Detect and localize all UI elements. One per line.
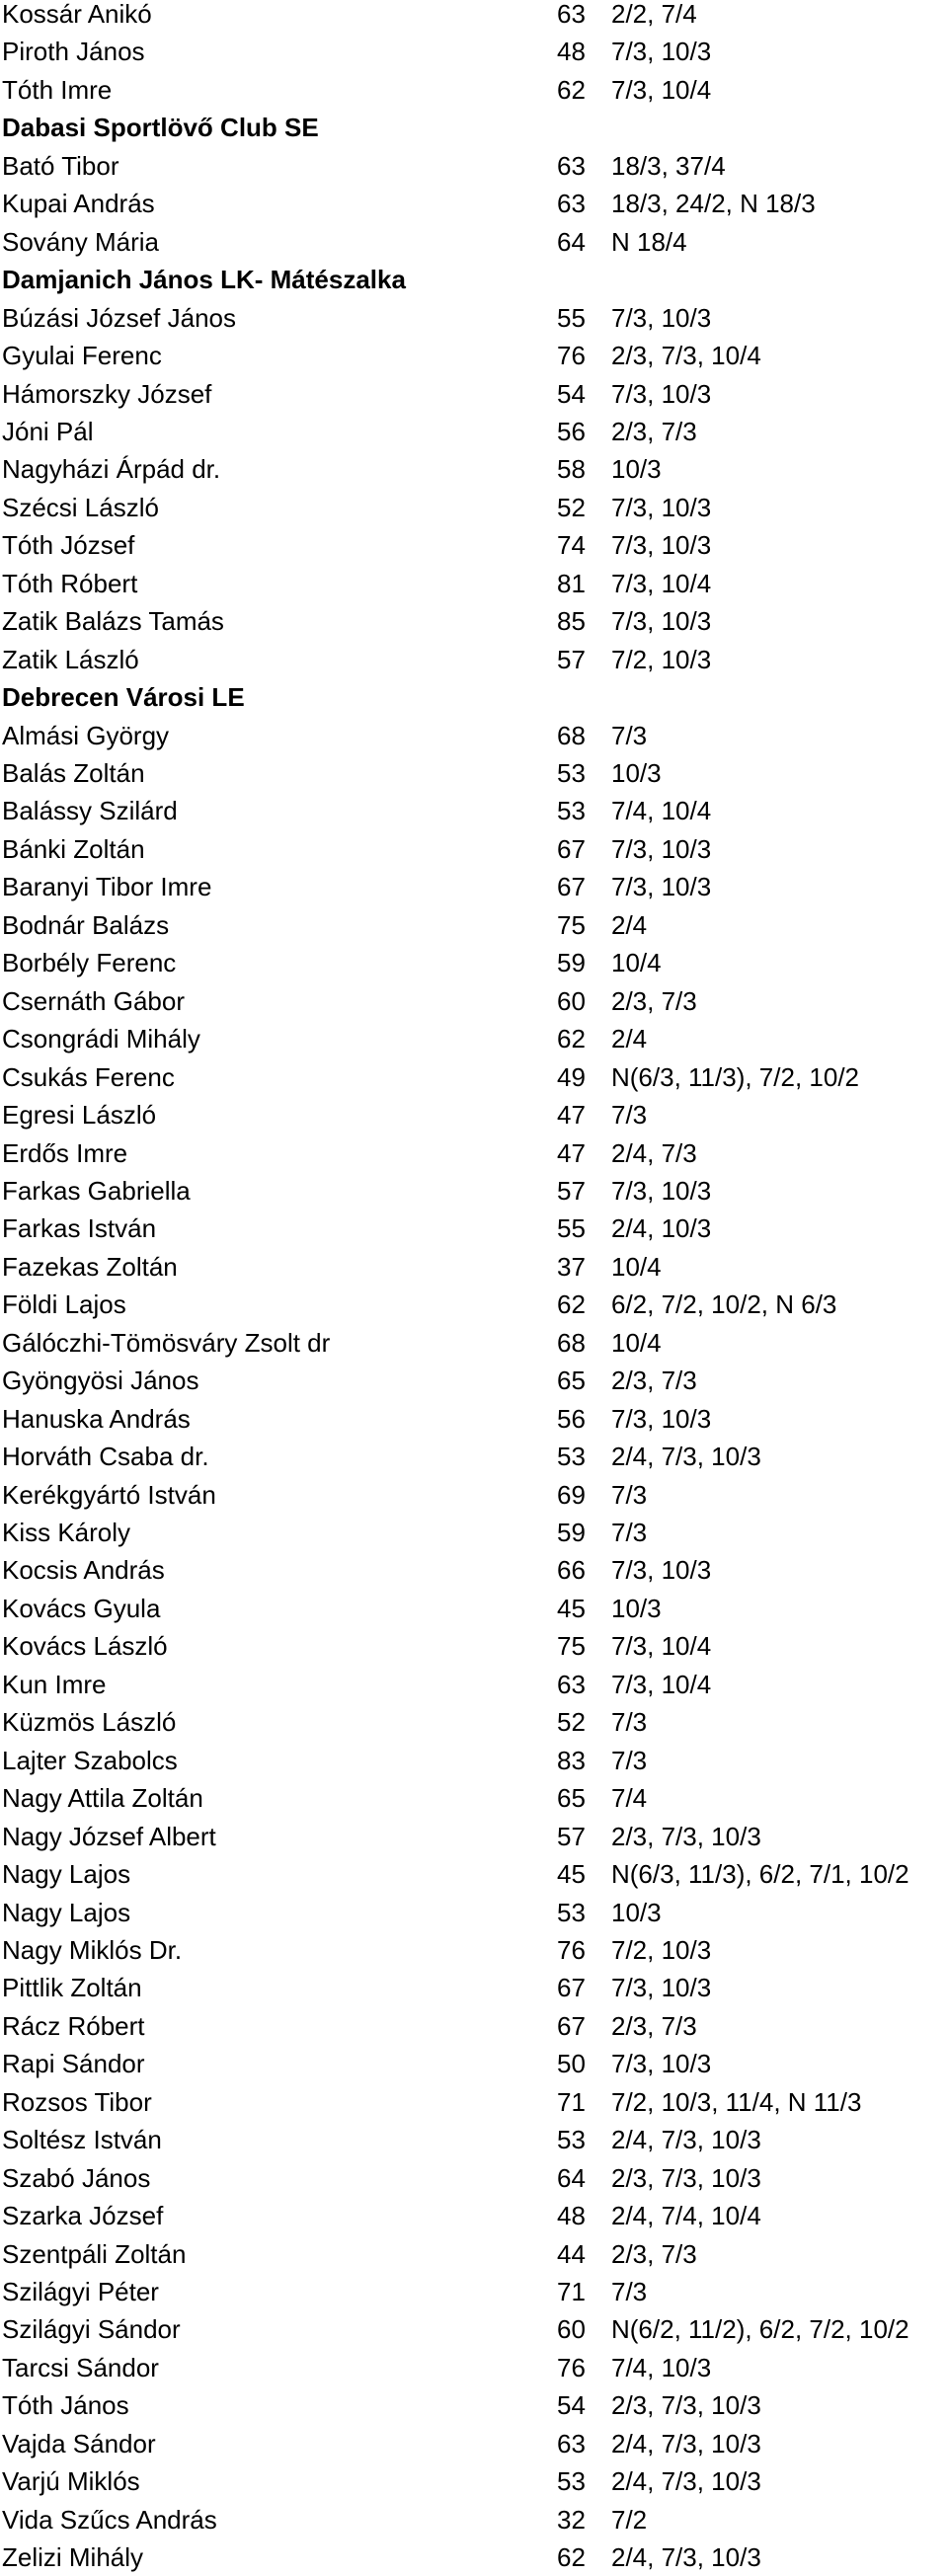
competitor-name: Tóth Róbert [2, 568, 138, 598]
competitor-row [0, 1551, 948, 1589]
competitor-name: Küzmös László [2, 1707, 177, 1738]
competitor-age: 59 [557, 948, 586, 978]
competitor-results: 10/3 [611, 454, 662, 485]
competitor-name: Nagy Miklós Dr. [2, 1934, 183, 1965]
competitor-row [0, 1742, 948, 1779]
competitor-age: 48 [557, 37, 586, 67]
competitor-row [0, 2386, 948, 2424]
competitor-row [0, 1818, 948, 1855]
competitor-age: 74 [557, 530, 586, 561]
competitor-results: 10/4 [611, 948, 662, 978]
competitor-age: 52 [557, 1707, 586, 1738]
competitor-results: 2/3, 7/3, 10/3 [611, 2162, 761, 2193]
competitor-name: Szilágyi Sándor [2, 2314, 181, 2345]
competitor-results: 2/3, 7/3 [611, 1366, 697, 1396]
competitor-results: 2/3, 7/3 [611, 416, 697, 446]
competitor-name: Kovács Gyula [2, 1593, 161, 1623]
competitor-age: 75 [557, 1631, 586, 1662]
competitor-name: Nagyházi Árpád dr. [2, 454, 221, 485]
competitor-age: 67 [557, 2010, 586, 2041]
competitor-name: Szécsi László [2, 492, 159, 522]
competitor-row [0, 792, 948, 829]
competitor-row [0, 565, 948, 602]
competitor-results: 2/4, 7/3, 10/3 [611, 1442, 761, 1472]
competitor-name: Farkas István [2, 1213, 157, 1244]
competitor-name: Szarka József [2, 2201, 164, 2231]
competitor-results: 2/3, 7/3, 10/4 [611, 341, 761, 371]
competitor-results: 7/2, 10/3, 11/4, N 11/3 [611, 2086, 862, 2117]
competitor-name: Pittlik Zoltán [2, 1973, 142, 2003]
competitor-row [0, 2083, 948, 2121]
competitor-row [0, 1400, 948, 1438]
competitor-results: 10/3 [611, 758, 662, 788]
competitor-row [0, 1324, 948, 1362]
competitor-name: Bánki Zoltán [2, 833, 145, 864]
competitor-row [0, 1514, 948, 1551]
competitor-name: Piroth János [2, 37, 145, 67]
competitor-results: 7/3 [611, 2277, 648, 2306]
competitor-name: Kiss Károly [2, 1518, 131, 1547]
competitor-row [0, 1438, 948, 1475]
competitor-age: 57 [557, 1175, 586, 1206]
competitor-results: 2/4, 7/3, 10/3 [611, 2125, 761, 2155]
competitor-name: Zatik László [2, 644, 139, 674]
competitor-row [0, 2121, 948, 2158]
competitor-name: Kun Imre [2, 1669, 107, 1699]
competitor-age: 65 [557, 1366, 586, 1396]
competitor-age: 57 [557, 1821, 586, 1851]
competitor-name: Rozsos Tibor [2, 2086, 152, 2117]
competitor-name: Szilágyi Péter [2, 2277, 159, 2306]
competitor-name: Almási György [2, 720, 170, 750]
competitor-age: 71 [557, 2086, 586, 2117]
competitor-age: 53 [557, 2125, 586, 2155]
competitor-age: 53 [557, 1442, 586, 1472]
competitor-age: 68 [557, 720, 586, 750]
competitor-results: 7/3, 10/4 [611, 568, 712, 598]
competitor-row [0, 2273, 948, 2310]
competitor-name: Rácz Róbert [2, 2010, 145, 2041]
competitor-row [0, 1020, 948, 1057]
competitor-age: 56 [557, 1403, 586, 1434]
competitor-name: Földi Lajos [2, 1289, 126, 1320]
competitor-name: Gyöngyösi János [2, 1366, 199, 1396]
competitor-age: 44 [557, 2238, 586, 2269]
competitor-age: 65 [557, 1783, 586, 1814]
competitor-row [0, 2007, 948, 2045]
competitor-age: 76 [557, 2352, 586, 2382]
competitor-age: 50 [557, 2049, 586, 2079]
competitor-name: Vajda Sándor [2, 2428, 156, 2459]
competitor-name: Kovács László [2, 1631, 168, 1662]
competitor-results: 7/3, 10/3 [611, 1403, 712, 1434]
competitor-row [0, 147, 948, 185]
competitor-name: Nagy József Albert [2, 1821, 216, 1851]
competitor-name: Bodnár Balázs [2, 909, 170, 940]
competitor-name: Baranyi Tibor Imre [2, 872, 212, 902]
competitor-age: 55 [557, 302, 586, 333]
competitor-results: 7/4, 10/3 [611, 2352, 712, 2382]
competitor-results: 7/3, 10/3 [611, 833, 712, 864]
competitor-row [0, 2235, 948, 2273]
competitor-results: 7/3 [611, 1745, 648, 1775]
competitor-age: 45 [557, 1593, 586, 1623]
competitor-age: 85 [557, 606, 586, 637]
competitor-name: Fazekas Zoltán [2, 1251, 178, 1282]
competitor-age: 75 [557, 909, 586, 940]
competitor-results: 2/4, 7/3 [611, 1137, 697, 1168]
competitor-age: 56 [557, 416, 586, 446]
competitor-age: 58 [557, 454, 586, 485]
competitor-row [0, 299, 948, 337]
competitor-age: 64 [557, 2162, 586, 2193]
competitor-name: Csukás Ferenc [2, 1061, 175, 1092]
competitor-row [0, 868, 948, 905]
competitor-row [0, 2425, 948, 2462]
competitor-row [0, 1058, 948, 1096]
competitor-row [0, 450, 948, 488]
competitor-row [0, 1666, 948, 1703]
competitor-results: 7/3, 10/3 [611, 2049, 712, 2079]
competitor-row [0, 0, 948, 33]
competitor-row [0, 489, 948, 526]
competitor-row [0, 2349, 948, 2386]
competitor-results: 7/3, 10/3 [611, 37, 712, 67]
competitor-name: Balás Zoltán [2, 758, 145, 788]
competitor-name: Nagy Attila Zoltán [2, 1783, 203, 1814]
competitor-name: Hámorszky József [2, 378, 212, 409]
competitor-row [0, 1779, 948, 1817]
competitor-row [0, 337, 948, 374]
competitor-name: Vida Szűcs András [2, 2504, 217, 2535]
competitor-name: Tóth János [2, 2390, 129, 2421]
competitor-age: 67 [557, 872, 586, 902]
competitor-results: 7/3, 10/4 [611, 74, 712, 105]
competitor-age: 57 [557, 644, 586, 674]
competitor-name: Egresi László [2, 1100, 157, 1131]
competitor-age: 53 [557, 2466, 586, 2497]
competitor-age: 32 [557, 2504, 586, 2535]
competitor-name: Bató Tibor [2, 150, 119, 181]
competitor-name: Farkas Gabriella [2, 1175, 191, 1206]
competitor-row [0, 602, 948, 640]
competitor-results: 2/3, 7/3, 10/3 [611, 2390, 761, 2421]
competitor-results: 10/4 [611, 1327, 662, 1358]
competitor-name: Csongrádi Mihály [2, 1024, 200, 1054]
competitor-results: 2/4, 10/3 [611, 1213, 712, 1244]
competitor-age: 55 [557, 1213, 586, 1244]
competitor-age: 37 [557, 1251, 586, 1282]
competitor-row [0, 906, 948, 944]
competitor-results: 2/4, 7/3, 10/3 [611, 2542, 761, 2573]
competitor-results: 7/3, 10/3 [611, 1175, 712, 1206]
competitor-results: N(6/2, 11/2), 6/2, 7/2, 10/2 [611, 2314, 909, 2345]
competitor-results: 7/3 [611, 1100, 648, 1131]
competitor-name: Nagy Lajos [2, 1897, 131, 1927]
competitor-row [0, 1931, 948, 1969]
competitor-row [0, 1703, 948, 1741]
competitor-age: 67 [557, 833, 586, 864]
competitor-row [0, 2197, 948, 2234]
competitor-age: 63 [557, 2428, 586, 2459]
competitor-row [0, 2045, 948, 2082]
competitor-age: 53 [557, 796, 586, 826]
competitor-name: Kerékgyártó István [2, 1479, 216, 1510]
competitor-age: 76 [557, 341, 586, 371]
competitor-name: Rapi Sándor [2, 2049, 145, 2079]
competitor-results: 2/4, 7/3, 10/3 [611, 2466, 761, 2497]
competitor-results: 2/3, 7/3 [611, 2010, 697, 2041]
competitor-name: Borbély Ferenc [2, 948, 177, 978]
competitor-name: Tarcsi Sándor [2, 2352, 159, 2382]
competitor-age: 67 [557, 1973, 586, 2003]
competitor-age: 59 [557, 1518, 586, 1547]
competitor-name: Balássy Szilárd [2, 796, 178, 826]
competitor-age: 48 [557, 2201, 586, 2231]
competitor-results: 7/3, 10/3 [611, 1973, 712, 2003]
competitor-name: Kossár Anikó [2, 0, 152, 29]
competitor-row [0, 1210, 948, 1247]
competitor-name: Kupai András [2, 189, 155, 219]
competitor-name: Zelizi Mihály [2, 2542, 144, 2573]
competitor-row [0, 1855, 948, 1893]
competitor-row [0, 1172, 948, 1210]
competitor-results: 7/3, 10/3 [611, 1555, 712, 1586]
competitor-name: Kocsis András [2, 1555, 165, 1586]
competitor-age: 62 [557, 1024, 586, 1054]
competitor-age: 54 [557, 2390, 586, 2421]
competitor-results: 7/3 [611, 720, 648, 750]
competitor-results: 7/2 [611, 2504, 648, 2535]
competitor-age: 60 [557, 985, 586, 1016]
competitor-results: 7/3 [611, 1518, 648, 1547]
competitor-results: 18/3, 37/4 [611, 150, 726, 181]
competitor-name: Zatik Balázs Tamás [2, 606, 224, 637]
competitor-results: 7/3, 10/4 [611, 1669, 712, 1699]
competitor-row [0, 185, 948, 222]
competitor-row [0, 830, 948, 868]
competitor-results: 2/4 [611, 909, 648, 940]
competitor-results: 7/4, 10/4 [611, 796, 712, 826]
competitor-results: 7/2, 10/3 [611, 644, 712, 674]
competitor-results: 10/3 [611, 1897, 662, 1927]
competitor-row [0, 1476, 948, 1514]
competitor-results: 2/3, 7/3 [611, 985, 697, 1016]
competitor-name: Tóth Imre [2, 74, 113, 105]
competitor-row [0, 526, 948, 564]
competitor-results: 2/3, 7/3 [611, 2238, 697, 2269]
competitor-name: Soltész István [2, 2125, 162, 2155]
competitor-name: Csernáth Gábor [2, 985, 185, 1016]
club-name: Dabasi Sportlövő Club SE [2, 113, 319, 143]
competitor-age: 71 [557, 2277, 586, 2306]
competitor-row [0, 1096, 948, 1133]
competitor-row [0, 223, 948, 261]
competitor-age: 63 [557, 189, 586, 219]
competitor-age: 53 [557, 1897, 586, 1927]
competitor-results: 10/3 [611, 1593, 662, 1623]
competitor-name: Lajter Szabolcs [2, 1745, 178, 1775]
competitor-age: 60 [557, 2314, 586, 2345]
competitor-age: 62 [557, 2542, 586, 2573]
competitor-row [0, 2501, 948, 2538]
competitor-row [0, 1969, 948, 2006]
competitor-row [0, 1627, 948, 1665]
competitor-row [0, 71, 948, 109]
competitor-row [0, 413, 948, 450]
competitor-results: N 18/4 [611, 226, 687, 257]
competitor-results: 7/2, 10/3 [611, 1934, 712, 1965]
competitor-age: 53 [557, 758, 586, 788]
competitor-results: 6/2, 7/2, 10/2, N 6/3 [611, 1289, 837, 1320]
competitor-name: Varjú Miklós [2, 2466, 140, 2497]
club-header [0, 261, 948, 298]
competitor-age: 45 [557, 1859, 586, 1890]
competitor-name: Szentpáli Zoltán [2, 2238, 187, 2269]
competitor-name: Sovány Mária [2, 226, 159, 257]
competitor-name: Erdős Imre [2, 1137, 128, 1168]
competitor-row [0, 717, 948, 754]
competitor-name: Tóth József [2, 530, 135, 561]
competitor-name: Hanuska András [2, 1403, 191, 1434]
competitor-results: 7/3, 10/3 [611, 302, 712, 333]
club-name: Damjanich János LK- Mátészalka [2, 265, 406, 295]
competitor-age: 52 [557, 492, 586, 522]
competitor-results: 7/4 [611, 1783, 648, 1814]
competitor-row [0, 2159, 948, 2197]
competitor-age: 47 [557, 1100, 586, 1131]
club-header [0, 678, 948, 716]
competitor-results: 10/4 [611, 1251, 662, 1282]
competitor-results: 7/3, 10/3 [611, 378, 712, 409]
competitor-age: 69 [557, 1479, 586, 1510]
competitor-age: 81 [557, 568, 586, 598]
competitor-row [0, 1134, 948, 1172]
competitor-row [0, 1286, 948, 1323]
competitor-age: 49 [557, 1061, 586, 1092]
competitor-age: 63 [557, 150, 586, 181]
competitor-results: 7/3, 10/3 [611, 606, 712, 637]
competitor-results: 7/3 [611, 1707, 648, 1738]
competitor-results: 7/3, 10/3 [611, 872, 712, 902]
competitor-row [0, 1894, 948, 1931]
competitor-name: Búzási József János [2, 302, 237, 333]
competitor-age: 62 [557, 74, 586, 105]
competitor-results: 7/3, 10/4 [611, 1631, 712, 1662]
competitor-age: 83 [557, 1745, 586, 1775]
competitor-results: 2/3, 7/3, 10/3 [611, 1821, 761, 1851]
competitor-row [0, 1248, 948, 1286]
competitor-age: 66 [557, 1555, 586, 1586]
competitor-row [0, 1590, 948, 1627]
competitor-row [0, 2538, 948, 2576]
competitor-name: Nagy Lajos [2, 1859, 131, 1890]
competitor-age: 68 [557, 1327, 586, 1358]
competitor-results: 7/3, 10/3 [611, 530, 712, 561]
competitor-results: 2/4 [611, 1024, 648, 1054]
competitor-row [0, 1362, 948, 1399]
competitor-row [0, 944, 948, 981]
competitor-age: 76 [557, 1934, 586, 1965]
competitor-results: 2/2, 7/4 [611, 0, 697, 29]
competitor-age: 64 [557, 226, 586, 257]
competitor-results: 2/4, 7/3, 10/3 [611, 2428, 761, 2459]
competitor-name: Jóni Pál [2, 416, 94, 446]
competitor-row [0, 375, 948, 413]
competitor-results: 18/3, 24/2, N 18/3 [611, 189, 816, 219]
competitor-name: Gálóczhi-Tömösváry Zsolt dr [2, 1327, 331, 1358]
club-name: Debrecen Városi LE [2, 682, 245, 713]
competitor-row [0, 2310, 948, 2348]
competitor-age: 47 [557, 1137, 586, 1168]
competitor-name: Gyulai Ferenc [2, 341, 162, 371]
competitor-name: Szabó János [2, 2162, 151, 2193]
competitor-age: 54 [557, 378, 586, 409]
competitor-results: N(6/3, 11/3), 7/2, 10/2 [611, 1061, 859, 1092]
competitor-row [0, 33, 948, 70]
competitor-row [0, 641, 948, 678]
competitor-row [0, 982, 948, 1020]
competitor-age: 63 [557, 1669, 586, 1699]
competitor-results: 7/3, 10/3 [611, 492, 712, 522]
competitor-results: 2/4, 7/4, 10/4 [611, 2201, 761, 2231]
club-header [0, 109, 948, 146]
competitor-row [0, 2462, 948, 2500]
competitor-name: Horváth Csaba dr. [2, 1442, 209, 1472]
competitor-age: 63 [557, 0, 586, 29]
competitor-results: N(6/3, 11/3), 6/2, 7/1, 10/2 [611, 1859, 909, 1890]
competitor-results: 7/3 [611, 1479, 648, 1510]
competitor-row [0, 754, 948, 792]
competitor-age: 62 [557, 1289, 586, 1320]
